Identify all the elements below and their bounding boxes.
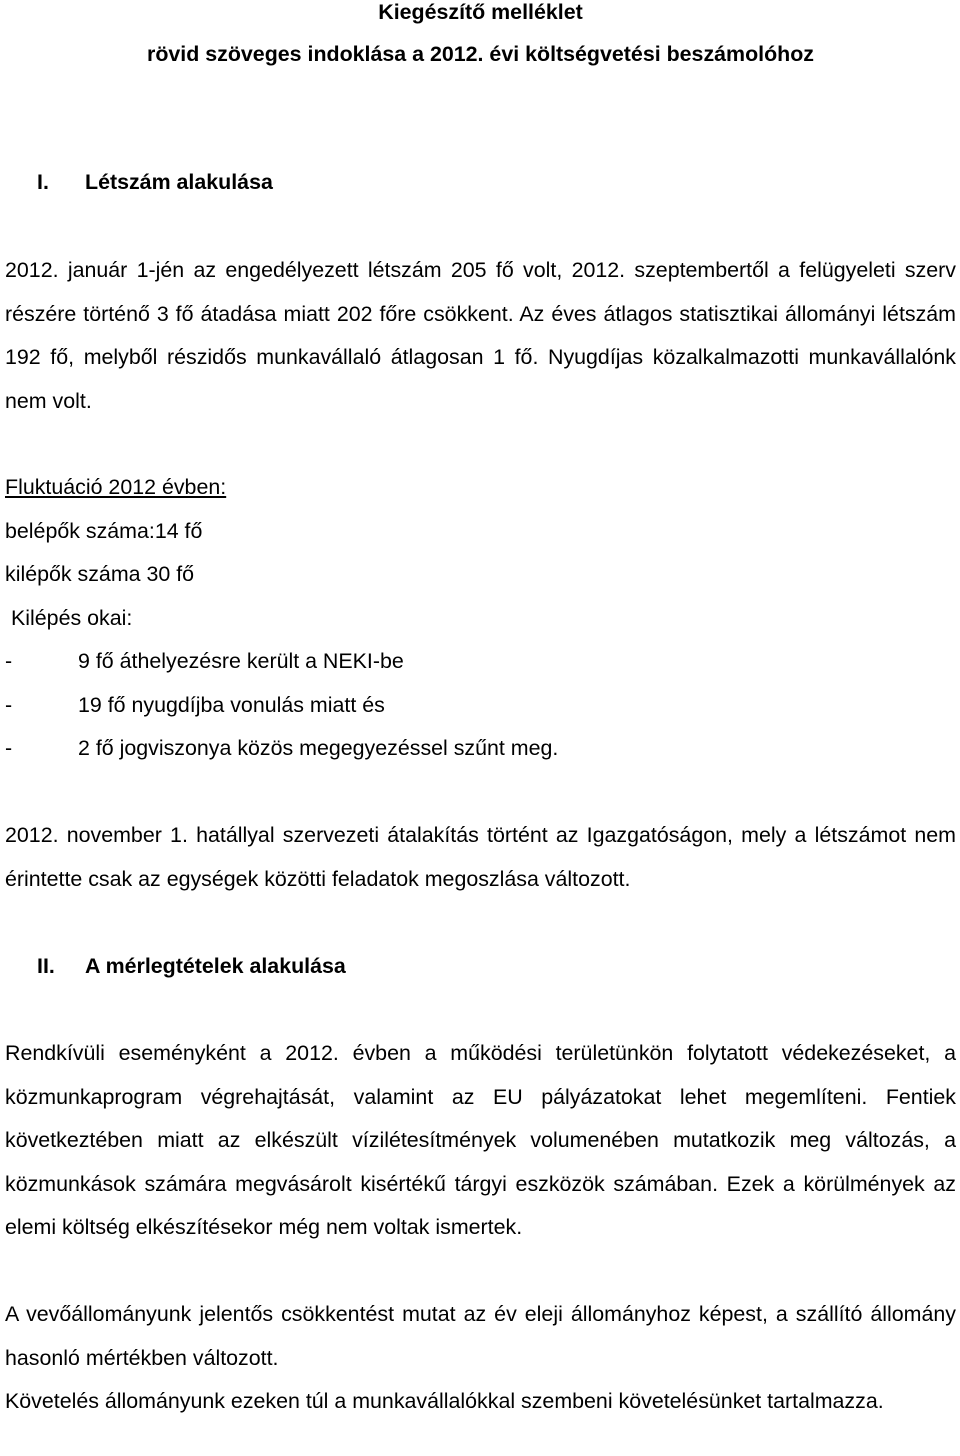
dash-bullet: - (5, 736, 13, 760)
section-2-number: II. (37, 954, 55, 978)
section-2-paragraph-2: A vevőállományunk jelentős csökkentést mutat az év eleji állományhoz képest, a szállító állomány hasonló mértékben változott. (5, 1302, 956, 1370)
section-1-paragraph: 2012. január 1-jén az engedélyezett létszám 205 fő volt, 2012. szeptembertől a felügyeleti szerv részére történő 3 fő átadása miatt 202 főre csökkent. Az éves átlagos statisztikai állományi létszám 192 fő, melyből részidős munkavállaló átlagosan 1 fő. Nyugdíjas közalkalmazotti munkavállalónk nem volt. (5, 258, 956, 413)
entrants-line: belépők száma:14 fő (5, 519, 203, 543)
fluctuation-heading (5, 466, 956, 510)
list-item (5, 684, 956, 728)
list-item (5, 640, 956, 684)
document-subtitle: rövid szöveges indoklása a 2012. évi költségvetési beszámolóhoz (147, 42, 814, 66)
section-2-paragraph-1: Rendkívüli eseményként a 2012. évben a működési területünkön folytatott védekezéseket, a közmunkaprogram végrehajtását, valamint az EU pályázatokat lehet megemlíteni. Fentiek következtében miatt az elkészült vízilétesítmények volumenében mutatkozik meg változás, a közmunkások számára megvásárolt kisértékű tárgyi eszközök számában. Ezek a körülmények az elemi költség elkészítésekor még nem voltak ismertek. (5, 1041, 956, 1240)
reason-text: 19 fő nyugdíjba vonulás miatt és (78, 693, 385, 717)
reason-text: 2 fő jogviszonya közös megegyezéssel szűnt meg. (78, 736, 559, 760)
dash-bullet: - (5, 693, 13, 717)
list-item (5, 727, 956, 771)
reasons-heading: Kilépés okai: (11, 606, 133, 630)
section-1-title: Létszám alakulása (85, 170, 273, 194)
section-2-title: A mérlegtételek alakulása (85, 954, 346, 978)
leavers-line: kilépők száma 30 fő (5, 562, 195, 586)
section-2-heading (5, 945, 956, 989)
fluctuation-heading-text: Fluktuáció 2012 évben: (5, 475, 227, 499)
dash-bullet: - (5, 649, 13, 673)
section-1-number: I. (37, 170, 49, 194)
section-1-paragraph-2: 2012. november 1. hatállyal szervezeti átalakítás történt az Igazgatóságon, mely a létszámot nem érintette csak az egységek közötti feladatok megoszlása változott. (5, 823, 956, 891)
reason-text: 9 fő áthelyezésre került a NEKI-be (78, 649, 404, 673)
document-title: Kiegészítő melléklet (378, 0, 583, 24)
section-1-heading (5, 161, 956, 205)
section-2-paragraph-3: Követelés állományunk ezeken túl a munkavállalókkal szembeni követelésünket tartalmazza. (5, 1389, 884, 1413)
